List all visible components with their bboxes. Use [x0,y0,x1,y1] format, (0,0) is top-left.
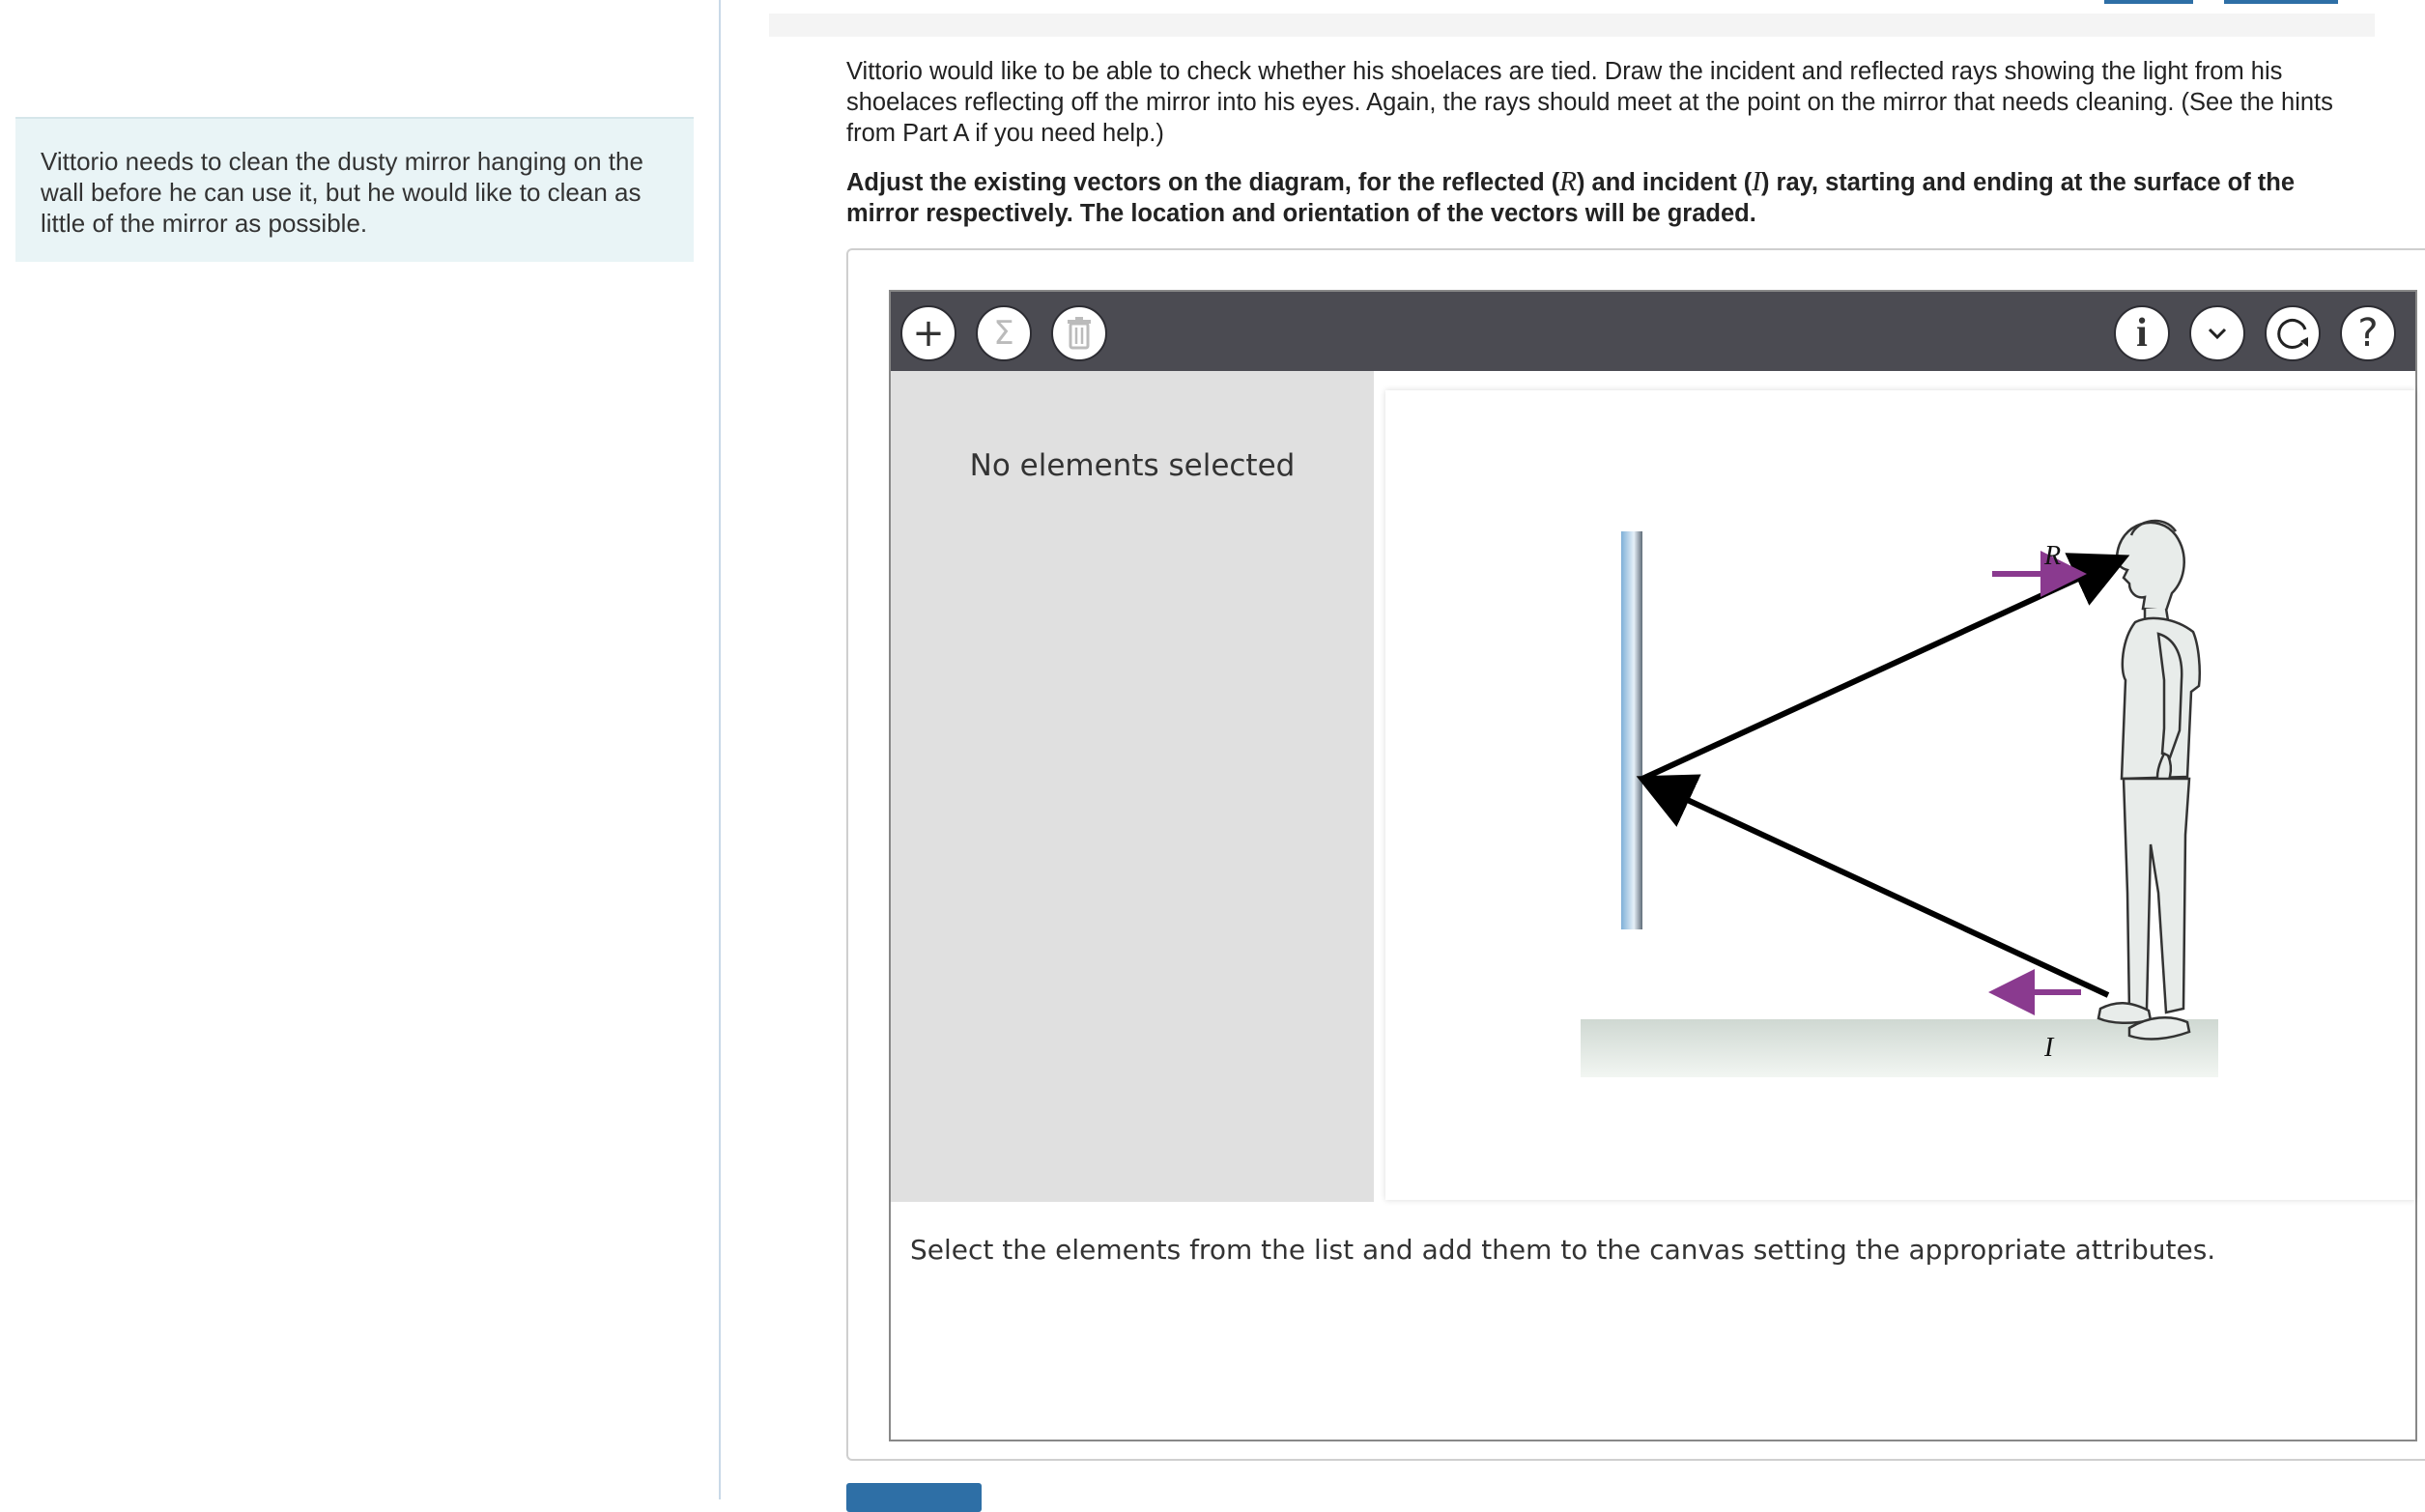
reset-button[interactable] [2265,305,2321,361]
diagram-svg [1385,390,2415,1200]
top-strip [769,14,2375,37]
sum-button[interactable] [976,305,1032,361]
incident-ray-vector[interactable] [1652,784,2108,995]
add-button[interactable] [900,305,956,361]
label-R: R [2044,541,2062,571]
question-text: Vittorio would like to be able to check whether his shoelaces are tied. Draw the incident and reflected rays showing the light from his shoelaces reflecting off the mirror into his eyes. Again, the rays should meet at the point on the mirror that needs cleaning. (See the hints from Part A if you need help.) [846,58,2333,147]
trash-icon [1066,317,1093,350]
reflected-ray-vector[interactable] [1642,562,2114,779]
submit-button[interactable] [846,1483,982,1512]
person-figure [2098,521,2200,1040]
reset-icon [2273,314,2312,353]
delete-button[interactable] [1051,305,1107,361]
sigma-icon: Σ [993,314,1014,353]
drawing-toolbar [891,292,2415,371]
mirror [1621,531,1642,929]
info-icon: i [2136,311,2148,356]
drawing-canvas[interactable] [1385,390,2415,1200]
label-I: I [2044,1033,2054,1063]
top-tab-indicator-1[interactable] [2104,0,2193,4]
instruction-text: Adjust the existing vectors on the diagram, for the reflected (R) and incident (I) ray, starting and ending at the surface of the mirror respectively. The location and orientation of the vectors will be graded. [846,166,2296,227]
no-selection-label: No elements selected [969,448,1296,483]
context-info-text: Vittorio needs to clean the dusty mirror hanging on the wall before he can use it, but he would like to clean as little of the mirror as possible. [41,147,643,238]
math-symbol-R: R [1559,166,1577,197]
info-button[interactable] [2114,305,2170,361]
top-tab-indicator-2[interactable] [2224,0,2338,4]
chevron-down-icon [2207,327,2228,340]
floor [1581,1019,2218,1077]
drawing-tool [889,290,2417,1441]
element-list-panel [891,371,1374,1202]
context-info-box [15,117,694,262]
help-icon: ? [2357,311,2379,356]
plus-icon: + [912,311,945,356]
left-pane [0,0,719,1499]
instructions-footer: Select the elements from the list and add them to the canvas setting the appropriate attributes. [910,1234,2216,1266]
math-symbol-I: I [1752,166,1761,197]
pane-divider[interactable] [719,0,721,1499]
help-button[interactable] [2340,305,2396,361]
dropdown-button[interactable] [2189,305,2245,361]
